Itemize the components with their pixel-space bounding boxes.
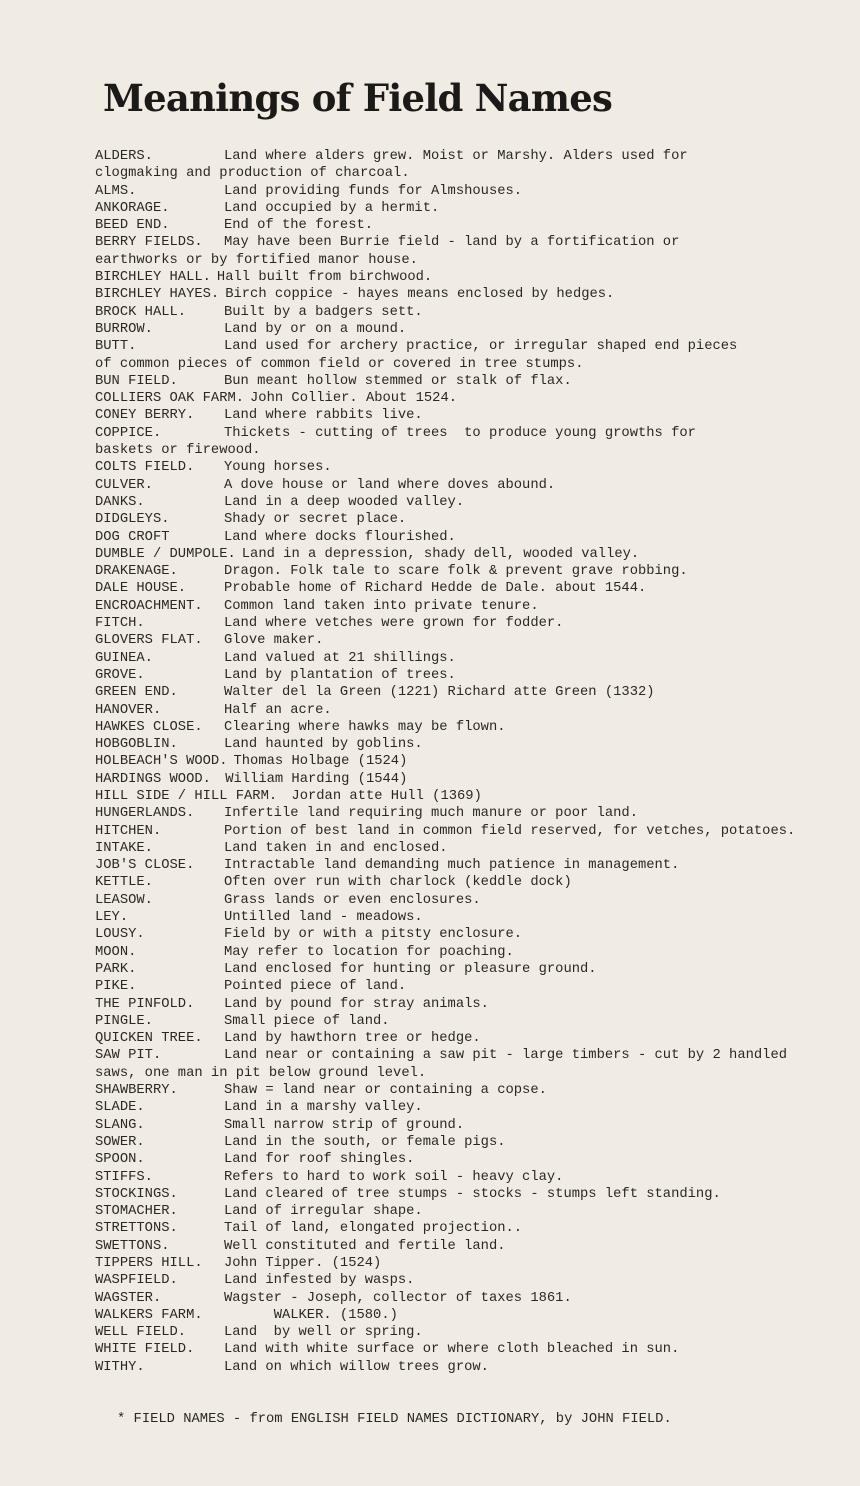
field-meaning: Grass lands or even enclosures.: [224, 892, 481, 908]
list-item: [95, 494, 855, 511]
list-item: [95, 1341, 855, 1358]
list-item: [95, 944, 855, 961]
list-item: [95, 1169, 855, 1186]
list-item: [95, 217, 855, 234]
field-name: SAW PIT.: [95, 1048, 162, 1064]
list-item: [95, 529, 855, 546]
field-meaning: Bun meant hollow stemmed or stalk of flax.: [224, 373, 572, 389]
field-name: HAWKES CLOSE.: [95, 719, 203, 735]
field-name: LOUSY.: [95, 927, 145, 943]
field-meaning: Land of irregular shape.: [224, 1204, 423, 1220]
field-name: HARDINGS WOOD.: [95, 771, 211, 787]
field-name: CULVER.: [95, 477, 153, 493]
field-meaning: Glove maker.: [224, 633, 324, 649]
field-meaning: Often over run with charlock (keddle dock): [224, 875, 572, 891]
list-item: [95, 1082, 855, 1099]
field-name: MOON.: [95, 944, 137, 960]
field-meaning: Land where alders grew. Moist or Marshy. Alders used for clogmaking and production of charcoal.: [95, 149, 688, 182]
field-meaning: May refer to location for poaching.: [224, 944, 514, 960]
list-item: [95, 926, 855, 943]
field-meaning: John Tipper. (1524): [224, 1256, 382, 1271]
field-name: SLADE.: [95, 1100, 145, 1116]
list-item: [95, 338, 855, 373]
field-name: BEED END.: [95, 218, 170, 234]
field-meaning: Land by or on a mound.: [224, 321, 407, 337]
field-meaning: Land haunted by goblins.: [224, 737, 423, 753]
field-name: BERRY FIELDS.: [95, 235, 203, 251]
list-item: [95, 719, 855, 736]
list-item: [95, 1238, 855, 1255]
list-item: [95, 511, 855, 528]
field-name: GREEN END.: [95, 685, 178, 701]
list-item: [95, 892, 855, 909]
field-meaning: Land enclosed for hunting or pleasure ground.: [224, 961, 597, 977]
field-name: ALDERS.: [95, 149, 153, 164]
field-name: BURROW.: [95, 321, 153, 337]
field-meaning: Land taken in and enclosed.: [224, 840, 448, 856]
list-item: [95, 200, 855, 217]
field-name: BIRCHLEY HAYES.: [95, 287, 220, 303]
field-meaning: Land with white surface or where cloth bleached in sun.: [224, 1342, 680, 1358]
field-names-list: [95, 148, 855, 1376]
field-meaning: Thickets - cutting of trees to produce young growths for baskets or firewood.: [95, 425, 696, 459]
list-item: [95, 1151, 855, 1168]
field-name: PARK.: [95, 961, 137, 977]
page-title: Meanings of Field Names: [103, 76, 612, 120]
field-meaning: Shaw = land near or containing a copse.: [224, 1083, 547, 1099]
field-name: ENCROACHMENT.: [95, 598, 203, 614]
field-meaning: Small piece of land.: [224, 1013, 390, 1029]
list-item: [95, 390, 855, 407]
list-item: [95, 1359, 855, 1376]
field-meaning: Land where docks flourished.: [224, 529, 456, 545]
footnote: * FIELD NAMES - from ENGLISH FIELD NAMES DICTIONARY, by JOHN FIELD.: [117, 1412, 672, 1427]
field-name: HOLBEACH'S WOOD.: [95, 754, 228, 770]
list-item: [95, 874, 855, 891]
field-name: DANKS.: [95, 494, 145, 510]
field-name: COLTS FIELD.: [95, 460, 195, 476]
list-item: [95, 1030, 855, 1047]
field-meaning: Land in a marshy valley.: [224, 1100, 423, 1116]
field-meaning: Land in a deep wooded valley.: [224, 494, 465, 510]
field-name: CONEY BERRY.: [95, 408, 195, 424]
field-name: PINGLE.: [95, 1013, 153, 1029]
field-name: LEASOW.: [95, 892, 153, 908]
field-meaning: May have been Burrie field - land by a fortification or earthworks or by fortified manor house.: [95, 235, 680, 268]
list-item: [95, 1203, 855, 1220]
field-name: STOCKINGS.: [95, 1186, 178, 1202]
field-name: WAGSTER.: [95, 1290, 162, 1306]
field-meaning: Shady or secret place.: [224, 512, 407, 528]
field-name: KETTLE.: [95, 875, 153, 891]
list-item: [95, 321, 855, 338]
field-meaning: Land providing funds for Almshouses.: [224, 183, 523, 199]
field-name: DUMBLE / DUMPOLE.: [95, 546, 236, 562]
list-item: [95, 840, 855, 857]
list-item: [95, 996, 855, 1013]
field-name: BUN FIELD.: [95, 373, 178, 389]
field-meaning: Half an acre.: [224, 702, 332, 718]
field-meaning: Untilled land - meadows.: [224, 910, 423, 926]
field-meaning: Pointed piece of land.: [224, 979, 407, 995]
list-item: [95, 857, 855, 874]
field-meaning: Field by or with a pitsty enclosure.: [224, 927, 523, 943]
list-item: [95, 183, 855, 200]
list-item: [95, 632, 855, 649]
field-name: SWETTONS.: [95, 1238, 170, 1254]
field-meaning: End of the forest.: [224, 218, 374, 234]
list-item: [95, 1272, 855, 1289]
field-name: HOBGOBLIN.: [95, 737, 178, 753]
field-meaning: Built by a badgers sett.: [224, 304, 423, 320]
field-name: DALE HOUSE.: [95, 581, 187, 597]
list-item: [95, 1324, 855, 1341]
field-meaning: Well constituted and fertile land.: [224, 1238, 506, 1254]
field-meaning: Land where vetches were grown for fodder.: [224, 616, 564, 632]
field-meaning: Land cleared of tree stumps - stocks - stumps left standing.: [224, 1186, 721, 1202]
field-meaning: Land by pound for stray animals.: [224, 996, 489, 1012]
field-name: GUINEA.: [95, 650, 153, 666]
field-meaning: Land in the south, or female pigs.: [224, 1134, 506, 1150]
field-meaning: Intractable land demanding much patience in management.: [224, 858, 680, 874]
list-item: [95, 753, 855, 770]
field-meaning: Land where rabbits live.: [224, 408, 423, 424]
list-item: [95, 425, 855, 460]
field-name: COPPICE.: [95, 425, 162, 441]
field-meaning: Birch coppice - hayes means enclosed by hedges.: [225, 287, 615, 303]
field-name: HANOVER.: [95, 702, 162, 718]
list-item: [95, 684, 855, 701]
field-name: WITHY.: [95, 1359, 145, 1375]
list-item: [95, 1255, 855, 1272]
field-meaning: Land by hawthorn tree or hedge.: [224, 1031, 481, 1047]
field-meaning: Land for roof shingles.: [224, 1152, 415, 1168]
field-name: COLLIERS OAK FARM.: [95, 391, 245, 407]
field-meaning: Land occupied by a hermit.: [224, 200, 440, 216]
list-item: [95, 978, 855, 995]
field-name: SPOON.: [95, 1152, 145, 1168]
list-item: [95, 771, 855, 788]
field-meaning: Thomas Holbage (1524): [233, 754, 408, 770]
field-meaning: Land valued at 21 shillings.: [224, 650, 456, 666]
list-item: [95, 1186, 855, 1203]
field-name: DRAKENAGE.: [95, 564, 178, 580]
list-item: [95, 788, 855, 805]
field-meaning: Wagster - Joseph, collector of taxes 1861.: [224, 1290, 572, 1306]
list-item: [95, 823, 855, 840]
field-meaning: A dove house or land where doves abound.: [224, 477, 556, 493]
list-item: [95, 805, 855, 822]
list-item: [95, 234, 855, 269]
field-name: THE PINFOLD.: [95, 996, 195, 1012]
field-meaning: Small narrow strip of ground.: [224, 1117, 465, 1133]
field-meaning: Infertile land requiring much manure or poor land.: [224, 806, 638, 822]
list-item: [95, 702, 855, 719]
field-name: STIFFS.: [95, 1169, 153, 1185]
field-name: DIDGLEYS.: [95, 512, 170, 528]
list-item: [95, 961, 855, 978]
field-name: DOG CROFT: [95, 529, 170, 545]
field-name: INTAKE.: [95, 840, 153, 856]
field-name: WASPFIELD.: [95, 1273, 178, 1289]
field-meaning: Jordan atte Hull (1369): [283, 788, 482, 804]
field-name: HUNGERLANDS.: [95, 806, 195, 822]
field-name: HILL SIDE / HILL FARM.: [95, 788, 278, 804]
list-item: [95, 546, 855, 563]
field-meaning: Land on which willow trees grow.: [224, 1359, 489, 1375]
field-name: QUICKEN TREE.: [95, 1031, 203, 1047]
list-item: [95, 1117, 855, 1134]
field-meaning: Land used for archery practice, or irregular shaped end pieces of common pieces of common field or covered in tree stumps.: [95, 339, 738, 372]
field-name: LEY.: [95, 910, 129, 926]
list-item: [95, 563, 855, 580]
list-item: [95, 580, 855, 597]
field-meaning: Land in a depression, shady dell, wooded valley.: [241, 546, 640, 562]
list-item: [95, 1307, 855, 1324]
field-meaning: Land near or containing a saw pit - large timbers - cut by 2 handled saws, one man in pit below ground level.: [95, 1048, 788, 1081]
field-name: FITCH.: [95, 616, 145, 632]
field-name: SHAWBERRY.: [95, 1083, 178, 1099]
list-item: [95, 736, 855, 753]
field-meaning: WALKER. (1580.): [224, 1307, 398, 1323]
field-name: BIRCHLEY HALL.: [95, 270, 211, 286]
field-meaning: Land by plantation of trees.: [224, 667, 456, 683]
field-meaning: Probable home of Richard Hedde de Dale. about 1544.: [224, 581, 647, 597]
list-item: [95, 1290, 855, 1307]
list-item: [95, 477, 855, 494]
list-item: [95, 598, 855, 615]
field-meaning: Tail of land, elongated projection..: [224, 1221, 523, 1237]
field-name: SOWER.: [95, 1134, 145, 1150]
list-item: [95, 459, 855, 476]
field-name: SLANG.: [95, 1117, 145, 1133]
list-item: [95, 1134, 855, 1151]
list-item: [95, 615, 855, 632]
field-name: ALMS.: [95, 183, 137, 199]
list-item: [95, 650, 855, 667]
field-meaning: Land infested by wasps.: [224, 1273, 415, 1289]
list-item: [95, 148, 855, 183]
field-name: HITCHEN.: [95, 823, 162, 839]
field-name: STOMACHER.: [95, 1204, 178, 1220]
list-item: [95, 667, 855, 684]
field-name: PIKE.: [95, 979, 137, 995]
list-item: [95, 286, 855, 303]
field-name: JOB'S CLOSE.: [95, 858, 195, 874]
list-item: [95, 304, 855, 321]
field-name: BUTT.: [95, 339, 137, 355]
field-name: TIPPERS HILL.: [95, 1256, 203, 1271]
list-item: [95, 1047, 855, 1082]
field-name: WHITE FIELD.: [95, 1342, 195, 1358]
field-meaning: Dragon. Folk tale to scare folk & prevent grave robbing.: [224, 564, 688, 580]
field-meaning: Refers to hard to work soil - heavy clay.: [224, 1169, 564, 1185]
field-name: ANKORAGE.: [95, 200, 170, 216]
field-meaning: William Harding (1544): [216, 771, 408, 787]
field-meaning: Land by well or spring.: [224, 1325, 423, 1341]
list-item: [95, 269, 855, 286]
list-item: [95, 909, 855, 926]
list-item: [95, 1013, 855, 1030]
field-name: WALKERS FARM.: [95, 1307, 203, 1323]
field-name: BROCK HALL.: [95, 304, 187, 320]
list-item: [95, 1099, 855, 1116]
field-meaning: Portion of best land in common field reserved, for vetches, potatoes.: [224, 823, 796, 839]
field-meaning: Clearing where hawks may be flown.: [224, 719, 506, 735]
field-meaning: Young horses.: [224, 460, 332, 476]
field-name: STRETTONS.: [95, 1221, 178, 1237]
field-meaning: John Collier. About 1524.: [250, 391, 458, 407]
field-name: GLOVERS FLAT.: [95, 633, 203, 649]
field-meaning: Walter del la Green (1221) Richard atte Green (1332): [224, 685, 655, 701]
list-item: [95, 407, 855, 424]
list-item: [95, 1220, 855, 1237]
field-meaning: Hall built from birchwood.: [216, 270, 433, 286]
list-item: [95, 373, 855, 390]
field-meaning: Common land taken into private tenure.: [224, 598, 539, 614]
field-name: WELL FIELD.: [95, 1325, 187, 1341]
field-name: GROVE.: [95, 667, 145, 683]
